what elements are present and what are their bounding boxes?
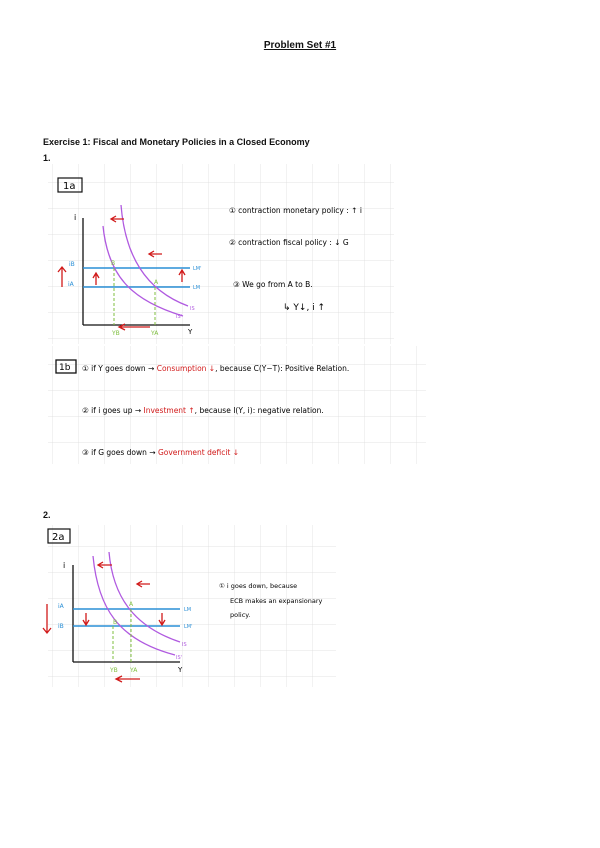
note-1a-3: ③ We go from A to B. xyxy=(233,280,313,289)
y-a-label-2a: YA xyxy=(130,667,138,674)
note-2a-3: policy. xyxy=(230,611,251,619)
axis-i-1a: i xyxy=(74,213,77,222)
y-a-label-1a: YA xyxy=(151,330,159,337)
box-1b-label: 1b xyxy=(59,363,71,373)
box-2a-label: 2a xyxy=(52,532,65,543)
note-1a-2: ② contraction fiscal policy : ↓ G xyxy=(229,238,349,247)
note-1a-3-sub: ↳ Y↓, i ↑ xyxy=(283,303,326,313)
page-title: Problem Set #1 xyxy=(263,40,337,51)
y-b-label-1a: YB xyxy=(112,330,120,337)
box-1a-label: 1a xyxy=(63,181,76,192)
axis-i-2a: i xyxy=(63,561,66,570)
question-1-number: 1. xyxy=(43,153,51,163)
is-outer-label-2a: IS xyxy=(182,642,187,648)
axis-y-1a: Y xyxy=(188,328,193,336)
i-high-2a: iA xyxy=(58,603,64,610)
i-low-2a: iB xyxy=(58,623,64,630)
grid-1a xyxy=(48,164,394,344)
lm-top-label-1a: LM' xyxy=(193,266,202,272)
i-low-1a: iA xyxy=(68,281,74,288)
note-2a-1: ① i goes down, because xyxy=(219,582,298,590)
point-b-1a: B xyxy=(111,260,116,267)
is-inner-label-2a: IS' xyxy=(176,655,183,661)
lm-bottom-label-1a: LM xyxy=(193,285,201,291)
line-1b-2: ② if i goes up → Investment ↑, because I(Y, i): negative relation. xyxy=(82,406,324,415)
i-high-1a: iB xyxy=(69,261,75,268)
y-b-label-2a: YB xyxy=(110,667,118,674)
grid-2a xyxy=(48,525,336,687)
axis-y-2a: Y xyxy=(178,666,183,674)
question-2-number: 2. xyxy=(43,510,51,520)
point-a-2a: A xyxy=(129,601,134,608)
is-outer-label-1a: IS xyxy=(190,306,195,312)
lm-bottom-label-2a: LM' xyxy=(184,624,193,630)
line-1b-1: ① if Y goes down → Consumption ↓, because C(Y−T): Positive Relation. xyxy=(82,364,350,373)
line-1b-3: ③ if G goes down → Government deficit ↓ xyxy=(82,448,240,457)
point-a-1a: A xyxy=(154,279,159,286)
note-2a-2: ECB makes an expansionary xyxy=(230,597,323,605)
lm-top-label-2a: LM xyxy=(184,607,192,613)
is-inner-label-1a: IS' xyxy=(176,314,183,320)
point-b-2a: B xyxy=(113,619,118,626)
exercise-heading: Exercise 1: Fiscal and Monetary Policies in a Closed Economy xyxy=(43,137,310,147)
note-1a-1: ① contraction monetary policy : ↑ i xyxy=(229,206,362,215)
